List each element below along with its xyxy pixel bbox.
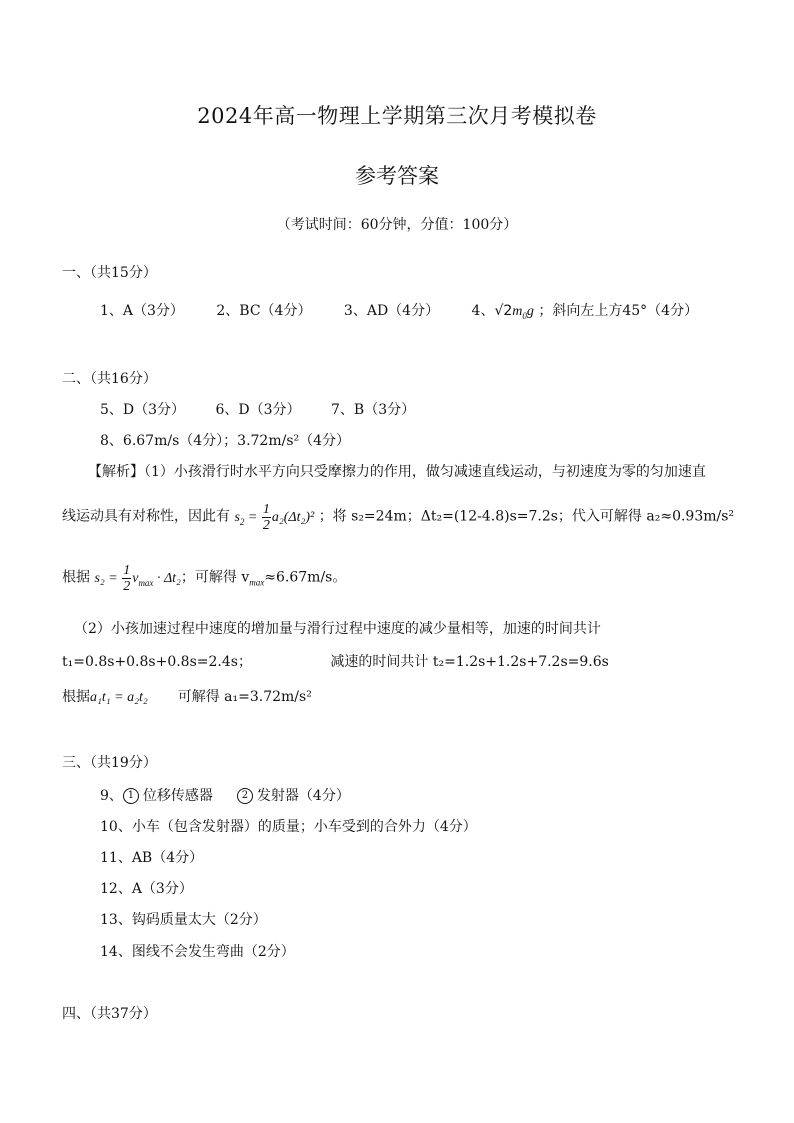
analysis-line-3-result: ≈6.67m/s。	[264, 569, 347, 586]
gravity-symbol: g	[526, 304, 534, 319]
section-1-answers	[100, 300, 698, 321]
equation-s2: $s_2$ = $\frac{1}{2}$ a₂(Δt₂)²	[234, 502, 315, 533]
eq3-tail: · Δt₂	[156, 570, 181, 586]
answer-4-formula	[494, 304, 533, 319]
eq3-v: v	[132, 570, 139, 586]
answer-7: 7、B（3分）	[331, 402, 416, 418]
section-2-heading: 二、（共16分）	[62, 371, 157, 387]
answer-9-prefix: 9、	[100, 788, 123, 804]
sqrt-symbol: √2	[494, 303, 513, 319]
analysis-line-6	[62, 686, 312, 706]
acceleration-time: t₁=0.8s+0.8s+0.8s=2.4s；	[62, 654, 252, 670]
section-1-heading: 一、（共15分）	[62, 265, 157, 281]
section-4-heading: 四、（共37分）	[62, 1006, 157, 1022]
answer-3: 3、AD（4分）	[343, 303, 440, 319]
section-3-heading: 三、（共19分）	[62, 755, 157, 771]
exam-info: （考试时间：60分钟，分值：100分）	[276, 217, 518, 233]
answer-5: 5、D（3分）	[100, 402, 186, 418]
answer-9-part-2: 发射器（4分）	[256, 788, 350, 804]
answer-12: 12、A（3分）	[100, 881, 193, 897]
answer-10: 10、小车（包含发射器）的质量；小车受到的合外力（4分）	[100, 819, 477, 835]
answer-9-part-1: 位移传感器	[142, 788, 213, 804]
frac-num: 1	[262, 502, 270, 517]
answer-6: 6、D（3分）	[215, 402, 301, 418]
fraction-half-2	[122, 563, 131, 594]
circled-number-2: 2	[237, 788, 253, 804]
mass-subscript: 0	[522, 310, 527, 321]
equation-a1t1: a₁t₁ = a₂t₂	[90, 690, 148, 705]
page-subtitle: 参考答案	[355, 164, 439, 188]
answer-2: 2、BC（4分）	[216, 303, 312, 319]
eq-rest: a₂(Δt₂)²	[271, 509, 315, 525]
eq-s-sub: 2	[239, 516, 245, 527]
frac2-den: 2	[123, 579, 131, 594]
eq-s: s	[234, 509, 240, 525]
analysis-line-3	[62, 563, 346, 594]
equation-vmax	[94, 563, 181, 594]
answer-1: 1、A（3分）	[100, 303, 184, 319]
analysis-line-2-text: 线运动具有对称性，因此有	[62, 508, 230, 525]
answer-14: 14、图线不会发生弯曲（2分）	[100, 944, 295, 960]
vmax-sub: max	[249, 577, 265, 588]
eq3-v-sub: max	[138, 577, 154, 588]
eq3-s: s₂ =	[94, 570, 118, 586]
answer-9	[100, 785, 350, 805]
analysis-line-6-result: 可解得 a₁=3.72m/s²	[177, 689, 312, 705]
section-2-answers	[100, 399, 415, 419]
answer-4-suffix: ；斜向左上方45°（4分）	[538, 303, 699, 319]
page-title: 2024年高一物理上学期第三次月考模拟卷	[197, 104, 597, 128]
analysis-line-1: 【解析】（1）小孩滑行时水平方向只受摩擦力的作用，做匀减速直线运动，与初速度为零的匀加速直	[88, 464, 706, 480]
analysis-line-4: （2）小孩加速过程中速度的增加量与滑行过程中速度的减少量相等，加速的时间共计	[74, 621, 601, 637]
fraction-half	[262, 502, 271, 533]
circled-number-1: 1	[123, 788, 139, 804]
analysis-line-2-values: ；将 s₂=24m；Δt₂=(12-4.8)s=7.2s；代入可解得 a₂≈0.93m/s²	[318, 508, 735, 525]
analysis-line-2	[62, 502, 734, 533]
frac-den: 2	[262, 518, 270, 533]
answer-8: 8、6.67m/s（4分）；3.72m/s²（4分）	[100, 433, 351, 449]
analysis-line-6-prefix: 根据	[62, 689, 90, 705]
frac2-num: 1	[123, 563, 131, 578]
answer-13: 13、钩码质量太大（2分）	[100, 912, 267, 928]
analysis-line-3-prefix: 根据	[62, 569, 90, 586]
deceleration-time: 减速的时间共计 t₂=1.2s+1.2s+7.2s=9.6s	[330, 654, 609, 670]
analysis-line-3-suffix: ；可解得 v	[180, 569, 250, 586]
mass-symbol: m	[512, 304, 523, 319]
answer-4-prefix: 4、	[471, 303, 495, 319]
answer-11: 11、AB（4分）	[100, 850, 204, 866]
analysis-line-5	[62, 651, 609, 671]
